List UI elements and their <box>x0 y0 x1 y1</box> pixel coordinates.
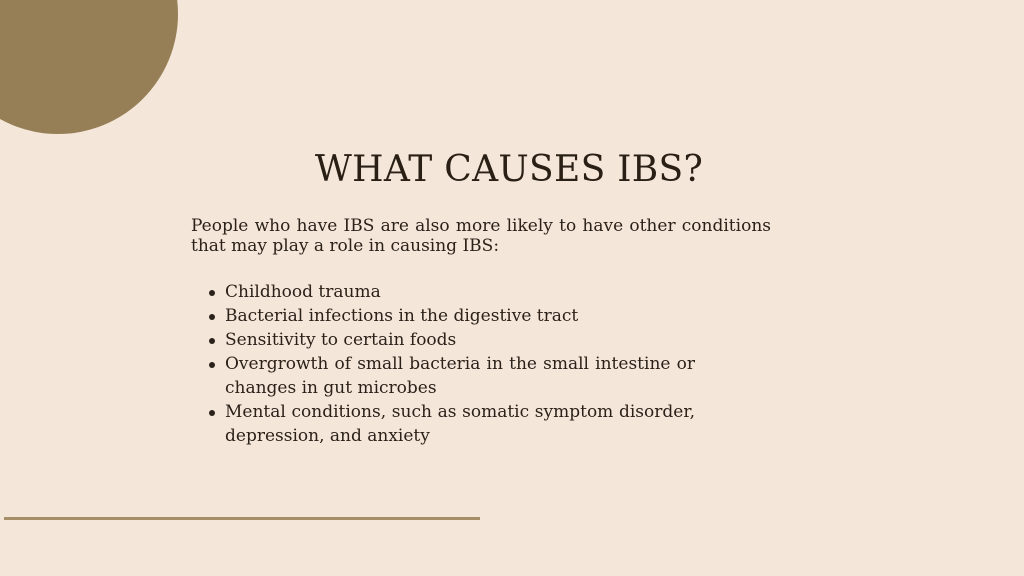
slide-title: WHAT CAUSES IBS? <box>314 149 704 190</box>
divider-line <box>4 517 480 520</box>
bullet-icon <box>209 314 215 320</box>
decorative-circle <box>0 0 178 134</box>
list-item-text: Sensitivity to certain foods <box>225 330 457 350</box>
bullet-icon <box>209 410 215 416</box>
list-item-text: Childhood trauma <box>225 282 381 302</box>
bullet-icon <box>209 338 215 344</box>
bullet-icon <box>209 362 215 368</box>
list-item <box>225 328 695 352</box>
list-item <box>225 280 695 304</box>
list-item <box>225 400 695 448</box>
list-item-text: Mental conditions, such as somatic symptom disorder, depression, and anxiety <box>225 402 695 446</box>
list-item <box>225 304 695 328</box>
bullet-icon <box>209 290 215 296</box>
list-item-text: Overgrowth of small bacteria in the small intestine or changes in gut microbes <box>225 354 695 398</box>
intro-paragraph: People who have IBS are also more likely to have other conditions that may play a role in causing IBS: <box>191 216 771 256</box>
list-item-text: Bacterial infections in the digestive tract <box>225 306 579 326</box>
list-item <box>225 352 695 400</box>
causes-list <box>225 280 695 448</box>
